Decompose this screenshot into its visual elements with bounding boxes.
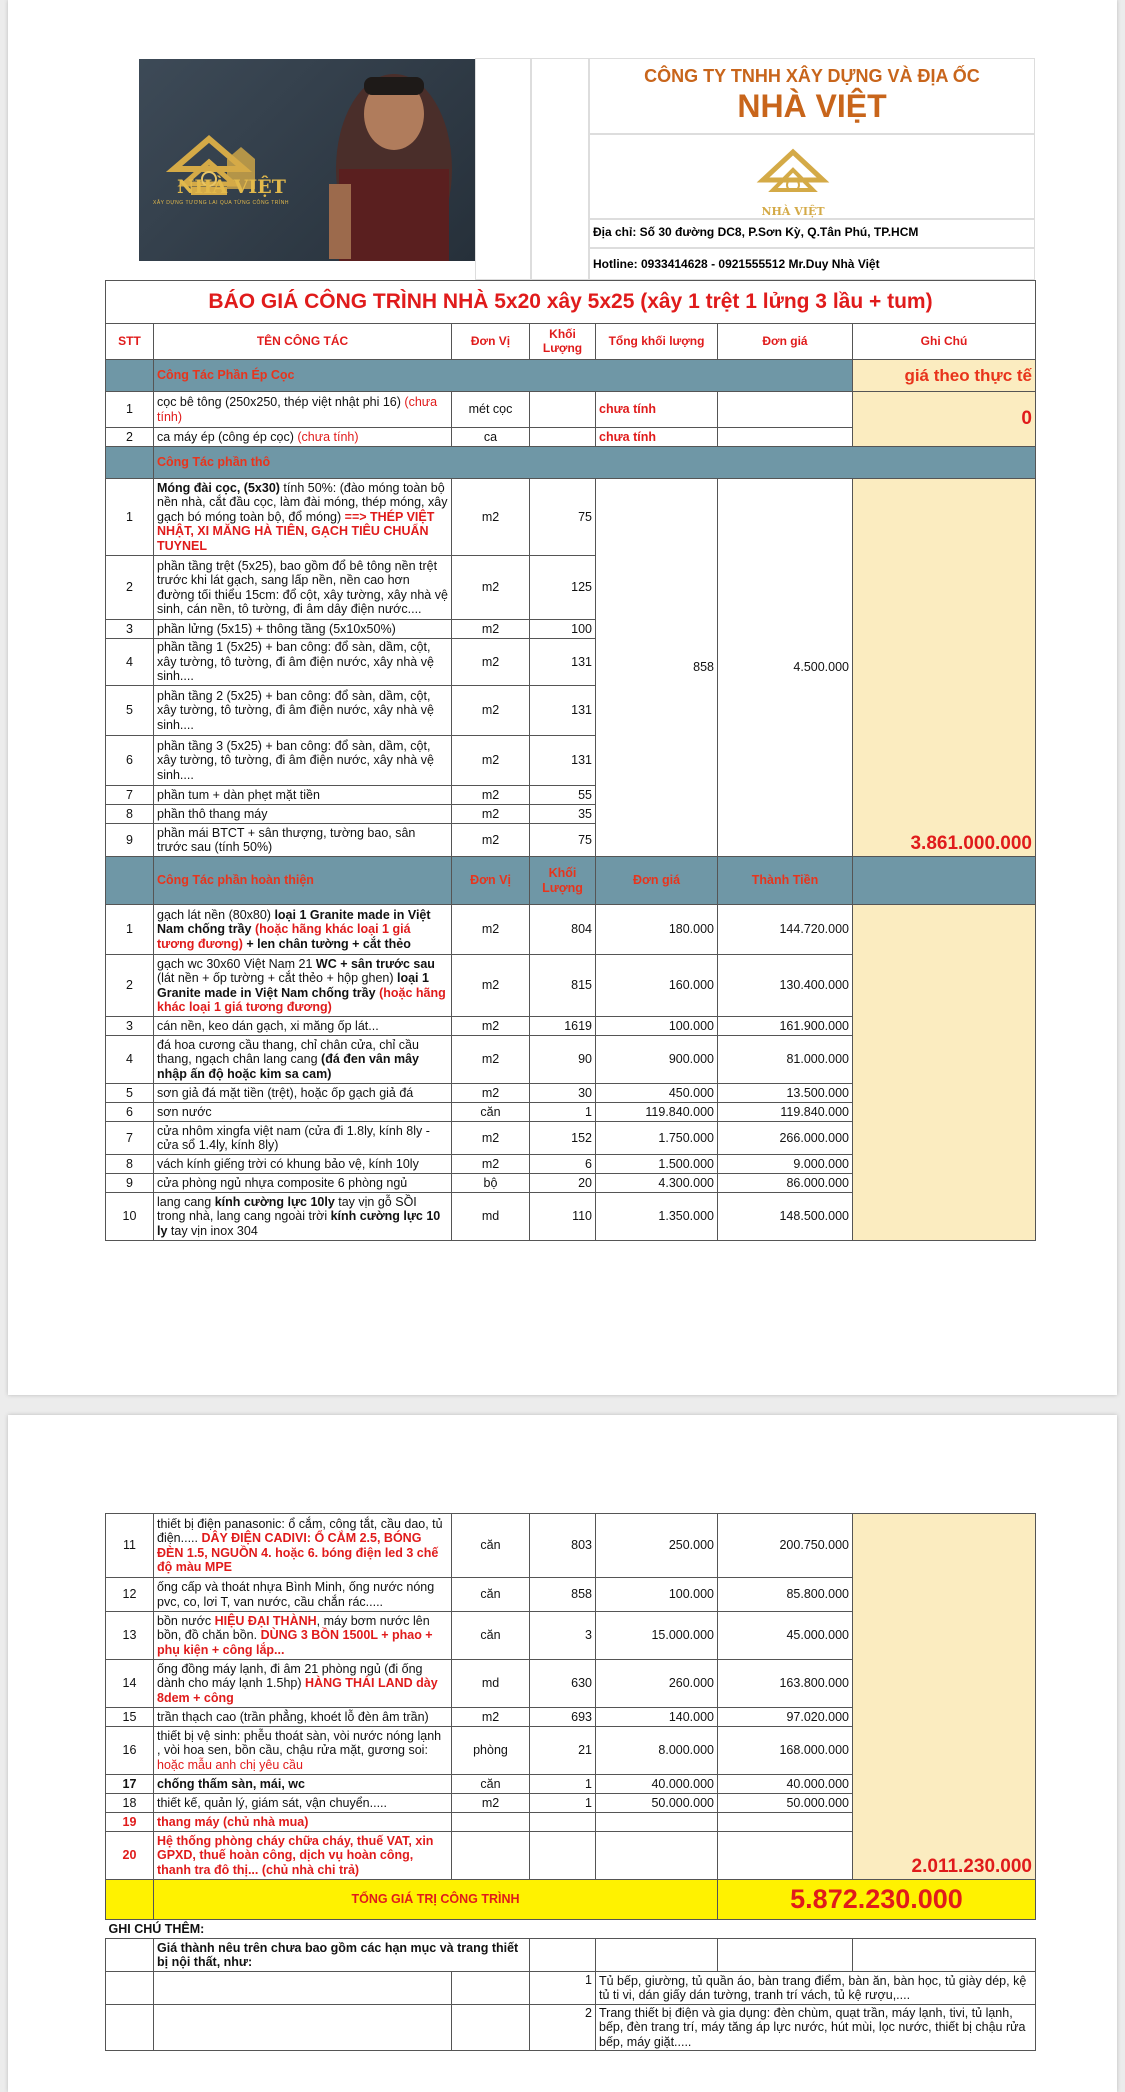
table-cell [452, 1813, 530, 1832]
table-cell [452, 1832, 530, 1880]
table-cell: trần thạch cao (trần phẳng, khoét lỗ đèn âm trần) [154, 1708, 452, 1727]
table-cell: 100.000 [596, 1017, 718, 1036]
table-cell: 152 [530, 1122, 596, 1155]
table-cell: bộ [452, 1174, 530, 1193]
table-cell: 4 [106, 1036, 154, 1084]
table-cell [106, 1880, 154, 1920]
table-cell [596, 1939, 718, 1972]
table-row [106, 479, 1036, 556]
cell-text: ống đồng máy lạnh, đi âm 21 phòng ngủ (đi ống dành cho máy lạnh 1.5hp) [157, 1661, 423, 1691]
house-logo-icon [743, 140, 843, 200]
table-cell: 50.000.000 [596, 1794, 718, 1813]
table-cell: chống thấm sàn, mái, wc [154, 1775, 452, 1794]
cell-text: đá hoa cương cầu thang, chỉ chân cửa, chỉ cầu thang, ngạch chân lang cang [157, 1037, 419, 1067]
table-cell [853, 1939, 1036, 1972]
table-cell: phần tầng trệt (5x25), bao gồm đổ bê tông nền trệt trước khi lát gạch, sang lấp nền, nền cao hơn đường tối thiểu 15cm: đổ cột, xây tường, xây nhà vệ sinh, cán nền, tô tường, đi âm dây điện nước.... [154, 556, 452, 620]
table-cell: phần mái BTCT + sân thượng, tường bao, sân trước sau (tính 50%) [154, 824, 452, 857]
table-cell: 3 [530, 1612, 596, 1660]
cell-text: (hoặc hãng khác loại 1 giá tương đương) [157, 985, 446, 1014]
table-cell [853, 905, 1036, 1241]
table-cell: 85.800.000 [718, 1578, 853, 1612]
table-header [106, 324, 1036, 360]
table-cell: m2 [452, 479, 530, 556]
table-cell: 858 [530, 1578, 596, 1612]
piling-total: 0 [853, 392, 1036, 447]
table-cell: 163.800.000 [718, 1660, 853, 1708]
cell-text: loại 1 Granite made in Việt Nam chống trầy [157, 907, 431, 937]
cell-text: bồn nước [157, 1613, 215, 1628]
table-cell: 86.000.000 [718, 1174, 853, 1193]
table-cell: 11 [106, 1514, 154, 1578]
sheet-page-2 [8, 1415, 1117, 2092]
cell-text: thiết bị vệ sinh: phễu thoát sàn, vòi nước nóng lạnh , vòi hoa sen, bồn cầu, chậu rửa mặt, gương soi: [157, 1728, 442, 1758]
table-cell: 13 [106, 1612, 154, 1660]
table-cell: m2 [452, 736, 530, 786]
finishing-total: 2.011.230.000 [853, 1514, 1036, 1880]
table-cell: 119.840.000 [596, 1103, 718, 1122]
cell-text: kính cường lực 10ly [214, 1194, 335, 1209]
table-cell: 14 [106, 1660, 154, 1708]
cell-text: (chưa tính) [297, 429, 359, 444]
table-cell [106, 1972, 154, 2005]
cell-text: gạch lát nền (80x80) [157, 907, 275, 922]
cell-text: , máy bơm nước lên bồn, đồ chăn bồn. [157, 1613, 430, 1643]
cell-text: HÀNG THÁI LAND dày 8dem + công [157, 1676, 438, 1705]
cell-text: thiết bị điện panasonic: ổ cắm, công tắt, cầu dao, tủ điện..... [157, 1516, 443, 1546]
table-cell: ca [452, 428, 530, 447]
table-cell: 40.000.000 [718, 1775, 853, 1794]
table-cell: căn [452, 1775, 530, 1794]
table-cell: 97.020.000 [718, 1708, 853, 1727]
table-cell: 9.000.000 [718, 1155, 853, 1174]
table-cell: 2 [106, 556, 154, 620]
table-cell: cửa nhôm xingfa việt nam (cửa đi 1.8ly, kính 8ly - cửa sổ 1.4ly, kính 8ly) [154, 1122, 452, 1155]
table-cell: m2 [452, 805, 530, 824]
table-cell: 250.000 [596, 1514, 718, 1578]
table-cell: phần tầng 3 (5x25) + ban công: đổ sàn, dầm, cột, xây tường, tô tường, đi âm điện nước, xây nhà vệ sinh.... [154, 736, 452, 786]
table-cell: 1.750.000 [596, 1122, 718, 1155]
cell-text: ==> THÉP VIỆT NHẬT, XI MĂNG HÀ TIÊN, GẠCH TIÊU CHUẨN TUYNEL [157, 509, 435, 553]
table-cell: 18 [106, 1794, 154, 1813]
table-cell: 8.000.000 [596, 1727, 718, 1775]
header-note: Ghi Chú [853, 324, 1036, 360]
table-cell: 4.300.000 [596, 1174, 718, 1193]
table-cell: 900.000 [596, 1036, 718, 1084]
rough-price: 4.500.000 [718, 479, 853, 857]
table-cell: 2 [106, 428, 154, 447]
table-cell: 119.840.000 [718, 1103, 853, 1122]
table-cell: 693 [530, 1708, 596, 1727]
table-cell: 630 [530, 1660, 596, 1708]
table-cell: căn [452, 1578, 530, 1612]
rough-total-qty: 858 [596, 479, 718, 857]
table-cell [718, 1939, 853, 1972]
table-cell [154, 1972, 452, 2005]
notes-intro-row [106, 1939, 1036, 1972]
table-cell [530, 1939, 596, 1972]
table-cell [106, 2005, 154, 2051]
cell-text: Móng đài cọc, (5x30) [157, 481, 280, 496]
table-cell: 100 [530, 620, 596, 639]
table-cell: 161.900.000 [718, 1017, 853, 1036]
header-name: TÊN CÔNG TÁC [154, 324, 452, 360]
table-cell: 15 [106, 1708, 154, 1727]
building-logo-icon [139, 59, 475, 261]
header-price: Đơn giá [718, 324, 853, 360]
section-piling [106, 360, 1036, 392]
table-cell: 90 [530, 1036, 596, 1084]
cell-text: DÂY ĐIỆN CADIVI: Ổ CẮM 2.5, BÓNG ĐÈN 1.5, NGUỒN 4. hoặc 6. bóng điện led 3 chế độ màu MPE [157, 1531, 439, 1574]
table-row [106, 1514, 1036, 1578]
table-cell: 131 [530, 686, 596, 736]
table-cell [154, 1727, 452, 1775]
table-cell: 450.000 [596, 1084, 718, 1103]
table-cell: sơn giả đá mặt tiền (trệt), hoặc ốp gạch giả đá [154, 1084, 452, 1103]
company-logo [743, 140, 843, 218]
table-cell: cán nền, keo dán gạch, xi măng ốp lát... [154, 1017, 452, 1036]
table-cell: thang máy (chủ nhà mua) [154, 1813, 452, 1832]
cell-text: tay vịn gỗ SỒI trong nhà, lang cang ngoài trời [157, 1194, 417, 1224]
table-cell: 6 [530, 1155, 596, 1174]
section-finishing [106, 857, 1036, 905]
table-cell: 266.000.000 [718, 1122, 853, 1155]
table-cell: md [452, 1660, 530, 1708]
table-cell: 131 [530, 736, 596, 786]
table-cell [106, 360, 154, 392]
table-cell: vách kính giếng trời có khung bảo vệ, kính 10ly [154, 1155, 452, 1174]
quote-title: BÁO GIÁ CÔNG TRÌNH NHÀ 5x20 xây 5x25 (xây 1 trệt 1 lửng 3 lầu + tum) [106, 281, 1036, 324]
table-cell: phần tum + dàn phẹt mặt tiền [154, 786, 452, 805]
table-cell: 81.000.000 [718, 1036, 853, 1084]
table-cell: 168.000.000 [718, 1727, 853, 1775]
table-cell [530, 1832, 596, 1880]
company-photo [139, 59, 475, 261]
sheet-page-1 [8, 0, 1117, 1395]
table-cell: 19 [106, 1813, 154, 1832]
grand-total-value: 5.872.230.000 [718, 1880, 1036, 1920]
table-cell [530, 392, 596, 428]
table-cell: chưa tính [596, 392, 718, 428]
table-cell: 6 [106, 1103, 154, 1122]
table-cell: phần tầng 2 (5x25) + ban công: đổ sàn, dầm, cột, xây tường, tô tường, đi âm điện nước, xây nhà vệ sinh.... [154, 686, 452, 736]
cell-text: lang cang [157, 1194, 215, 1209]
section-title: Công Tác Phần Ép Cọc [154, 360, 853, 392]
table-cell: 50.000.000 [718, 1794, 853, 1813]
quote-table [105, 280, 1036, 1241]
table-cell: 4 [106, 639, 154, 686]
table-cell: 8 [106, 805, 154, 824]
table-cell: 148.500.000 [718, 1193, 853, 1241]
header-unit: Đơn Vị [452, 324, 530, 360]
section-title: Công Tác phần hoàn thiện [154, 857, 452, 905]
table-cell: m2 [452, 686, 530, 736]
table-cell: căn [452, 1612, 530, 1660]
company-brand: NHÀ VIỆT [737, 88, 887, 124]
notes-title: GHI CHÚ THÊM: [108, 1921, 205, 1936]
table-cell: 75 [530, 824, 596, 857]
cell-text: DÙNG 3 BỒN 1500L + phao + phụ kiện + công lắp... [157, 1628, 433, 1657]
table-cell [154, 905, 452, 955]
table-cell [596, 1813, 718, 1832]
table-cell: 40.000.000 [596, 1775, 718, 1794]
table-cell: 1 [530, 1103, 596, 1122]
table-cell [154, 1193, 452, 1241]
table-cell [530, 428, 596, 447]
header-qty: Khối Lượng [530, 324, 596, 360]
table-cell: 15.000.000 [596, 1612, 718, 1660]
table-cell: căn [452, 1514, 530, 1578]
table-cell [154, 1036, 452, 1084]
table-cell: m2 [452, 824, 530, 857]
grand-total-label: TỔNG GIÁ TRỊ CÔNG TRÌNH [154, 1880, 718, 1920]
table-cell: 35 [530, 805, 596, 824]
notes-intro: Giá thành nêu trên chưa bao gồm các hạn mục và trang thiết bị nội thất, như: [154, 1939, 530, 1972]
cell-text: cọc bê tông (250x250, thép việt nhật phi 16) [157, 395, 401, 410]
table-cell: m2 [452, 1794, 530, 1813]
table-cell: 30 [530, 1084, 596, 1103]
table-cell: m2 [452, 1122, 530, 1155]
table-cell: m2 [452, 786, 530, 805]
table-cell [154, 1612, 452, 1660]
table-cell: 6 [106, 736, 154, 786]
table-cell: mét cọc [452, 392, 530, 428]
table-cell: 7 [106, 1122, 154, 1155]
table-cell: 12 [106, 1578, 154, 1612]
table-cell: 9 [106, 824, 154, 857]
table-cell: 20 [106, 1832, 154, 1880]
cell-text: HIỆU ĐẠI THÀNH [214, 1613, 317, 1628]
table-cell: 200.750.000 [718, 1514, 853, 1578]
cell-text: WC + sân trước sau [315, 956, 435, 971]
company-name: CÔNG TY TNHH XÂY DỰNG VÀ ĐỊA ỐC [644, 66, 980, 86]
table-cell: 131 [530, 639, 596, 686]
cell-text: (chưa tính) [157, 395, 438, 424]
table-cell [718, 1813, 853, 1832]
table-cell: sơn nước [154, 1103, 452, 1122]
cell-text: + len chân tường + cắt thẻo [242, 936, 411, 951]
table-cell: ống cấp và thoát nhựa Bình Minh, ống nước nóng pvc, co, lơi T, van nước, cầu chắn rác..... [154, 1578, 452, 1612]
table-cell: Khối Lượng [530, 857, 596, 905]
cell-text: (đá đen vân mây nhập ấn độ hoặc kim sa cam) [157, 1052, 419, 1081]
header-total-qty: Tổng khối lượng [596, 324, 718, 360]
table-cell: 160.000 [596, 955, 718, 1017]
grand-total-row [106, 1880, 1036, 1920]
table-cell [452, 2005, 530, 2051]
table-cell [154, 392, 452, 428]
note-item [106, 2005, 1036, 2051]
table-cell: 10 [106, 1193, 154, 1241]
section-title: Công Tác phần thô [154, 447, 1036, 479]
table-cell: 803 [530, 1514, 596, 1578]
photo-brand-text: NHÀ VIỆT [177, 176, 286, 198]
table-cell [452, 1972, 530, 2005]
table-cell: 9 [106, 1174, 154, 1193]
table-cell: thiết kế, quản lý, giám sát, vận chuyển..... [154, 1794, 452, 1813]
table-cell: chưa tính [596, 428, 718, 447]
table-cell: phòng [452, 1727, 530, 1775]
table-cell: 100.000 [596, 1578, 718, 1612]
table-cell: 21 [530, 1727, 596, 1775]
table-row [106, 392, 1036, 428]
table-cell: m2 [452, 1708, 530, 1727]
cell-text: (lát nền + ốp tường + cắt thẻo + hộp ghen) [157, 971, 397, 986]
table-cell: phần thô thang máy [154, 805, 452, 824]
table-cell: Trang thiết bị điện và gia dụng: đèn chùm, quạt trần, máy lạnh, tivi, tủ lạnh, bếp, đèn trang trí, máy tăng áp lực nước, hút mùi, lọc nước, thiết bị chậu rửa bếp, máy giặt..... [596, 2005, 1036, 2051]
table-cell: 20 [530, 1174, 596, 1193]
table-cell [154, 479, 452, 556]
logo-text: NHÀ VIỆT [761, 205, 825, 218]
table-cell: 140.000 [596, 1708, 718, 1727]
table-cell [106, 857, 154, 905]
cell-text: gạch wc 30x60 Việt Nam 21 [157, 956, 316, 971]
table-cell: m2 [452, 955, 530, 1017]
table-cell: 180.000 [596, 905, 718, 955]
table-cell [530, 1813, 596, 1832]
table-cell: Tủ bếp, giường, tủ quần áo, bàn trang điểm, bàn ăn, bàn học, tủ giày dép, kệ tủ ti vi, dán giấy dán tường, tranh trí vách, tủ kệ rượu,.... [596, 1972, 1036, 2005]
table-cell: 2 [106, 955, 154, 1017]
table-cell: Thành Tiền [718, 857, 853, 905]
cell-text: tính 50%: (đào móng toàn bộ nền nhà, cắt đầu cọc, làm đài móng, thép móng, xây gạch bó móng toàn bộ, đổ móng) [157, 481, 448, 524]
table-cell: phần lửng (5x15) + thông tầng (5x10x50%) [154, 620, 452, 639]
cell-text: hoặc mẫu anh chị yêu cầu [157, 1757, 303, 1772]
table-cell [718, 1832, 853, 1880]
table-cell [154, 428, 452, 447]
table-cell: m2 [452, 1155, 530, 1174]
table-cell [718, 392, 853, 428]
table-cell: md [452, 1193, 530, 1241]
table-cell: căn [452, 1103, 530, 1122]
table-cell [106, 447, 154, 479]
table-cell: cửa phòng ngủ nhựa composite 6 phòng ngủ [154, 1174, 452, 1193]
table-cell: Hệ thống phòng cháy chữa cháy, thuế VAT, xin GPXD, thuế hoàn công, dịch vụ hoàn công, thanh tra đô thị... (chủ nhà chi trả) [154, 1832, 452, 1880]
table-cell [106, 1939, 154, 1972]
table-cell: phần tầng 1 (5x25) + ban công: đổ sàn, dầm, cột, xây tường, tô tường, đi âm điện nước, xây nhà vệ sinh.... [154, 639, 452, 686]
table-cell [718, 428, 853, 447]
rough-total: 3.861.000.000 [853, 479, 1036, 857]
table-cell [154, 955, 452, 1017]
company-hotline: Hotline: 0933414628 - 0921555512 Mr.Duy Nhà Việt [593, 257, 880, 271]
table-cell: 13.500.000 [718, 1084, 853, 1103]
table-cell [154, 1514, 452, 1578]
table-cell: 1 [106, 905, 154, 955]
table-cell [596, 1832, 718, 1880]
table-cell: m2 [452, 1084, 530, 1103]
section-note: giá theo thực tế [853, 360, 1036, 392]
table-cell: 130.400.000 [718, 955, 853, 1017]
table-cell: 55 [530, 786, 596, 805]
company-address: Địa chỉ: Số 30 đường DC8, P.Sơn Kỳ, Q.Tân Phú, TP.HCM [593, 225, 919, 239]
table-cell: 260.000 [596, 1660, 718, 1708]
table-cell: m2 [452, 556, 530, 620]
table-cell: m2 [452, 1017, 530, 1036]
table-cell: 1 [530, 1794, 596, 1813]
table-cell: 1.500.000 [596, 1155, 718, 1174]
table-cell [853, 857, 1036, 905]
section-rough [106, 447, 1036, 479]
table-cell: 1 [106, 479, 154, 556]
table-cell: 125 [530, 556, 596, 620]
table-cell: 110 [530, 1193, 596, 1241]
table-cell: m2 [452, 905, 530, 955]
table-cell [154, 1660, 452, 1708]
table-cell: 75 [530, 479, 596, 556]
table-cell: 3 [106, 1017, 154, 1036]
table-cell [154, 2005, 452, 2051]
table-cell: 1 [530, 1775, 596, 1794]
table-cell: 17 [106, 1775, 154, 1794]
table-cell: 2 [530, 2005, 596, 2051]
table-cell: 144.720.000 [718, 905, 853, 955]
table-cell: 5 [106, 686, 154, 736]
table-cell: 8 [106, 1155, 154, 1174]
table-cell: 804 [530, 905, 596, 955]
cell-text: (hoặc hãng khác loại 1 giá tương đương) [157, 922, 411, 951]
table-cell: 16 [106, 1727, 154, 1775]
table-cell: 7 [106, 786, 154, 805]
table-cell: 1 [106, 392, 154, 428]
table-cell: m2 [452, 620, 530, 639]
table-cell: 815 [530, 955, 596, 1017]
table-cell: 3 [106, 620, 154, 639]
header-stt: STT [106, 324, 154, 360]
cell-text: loại 1 Granite made in Việt Nam chống trầy [157, 971, 429, 1000]
table-cell: 1.350.000 [596, 1193, 718, 1241]
table-cell: 1 [530, 1972, 596, 2005]
cell-text: tay vịn inox 304 [167, 1223, 258, 1238]
table-cell: Đơn giá [596, 857, 718, 905]
table-cell: m2 [452, 639, 530, 686]
table-row [106, 905, 1036, 955]
photo-slogan: XÂY DỰNG TƯƠNG LAI QUA TỪNG CÔNG TRÌNH [153, 200, 290, 206]
cell-text: ca máy ép (công ép cọc) [157, 429, 294, 444]
table-cell: 5 [106, 1084, 154, 1103]
cell-text: kính cường lực 10 ly [157, 1209, 441, 1238]
note-item [106, 1972, 1036, 2005]
notes-title-row [106, 1920, 1036, 1939]
table-cell: m2 [452, 1036, 530, 1084]
table-cell: 1619 [530, 1017, 596, 1036]
table-cell: 45.000.000 [718, 1612, 853, 1660]
table-cell: Đơn Vị [452, 857, 530, 905]
quote-table-continued [105, 1513, 1036, 2051]
